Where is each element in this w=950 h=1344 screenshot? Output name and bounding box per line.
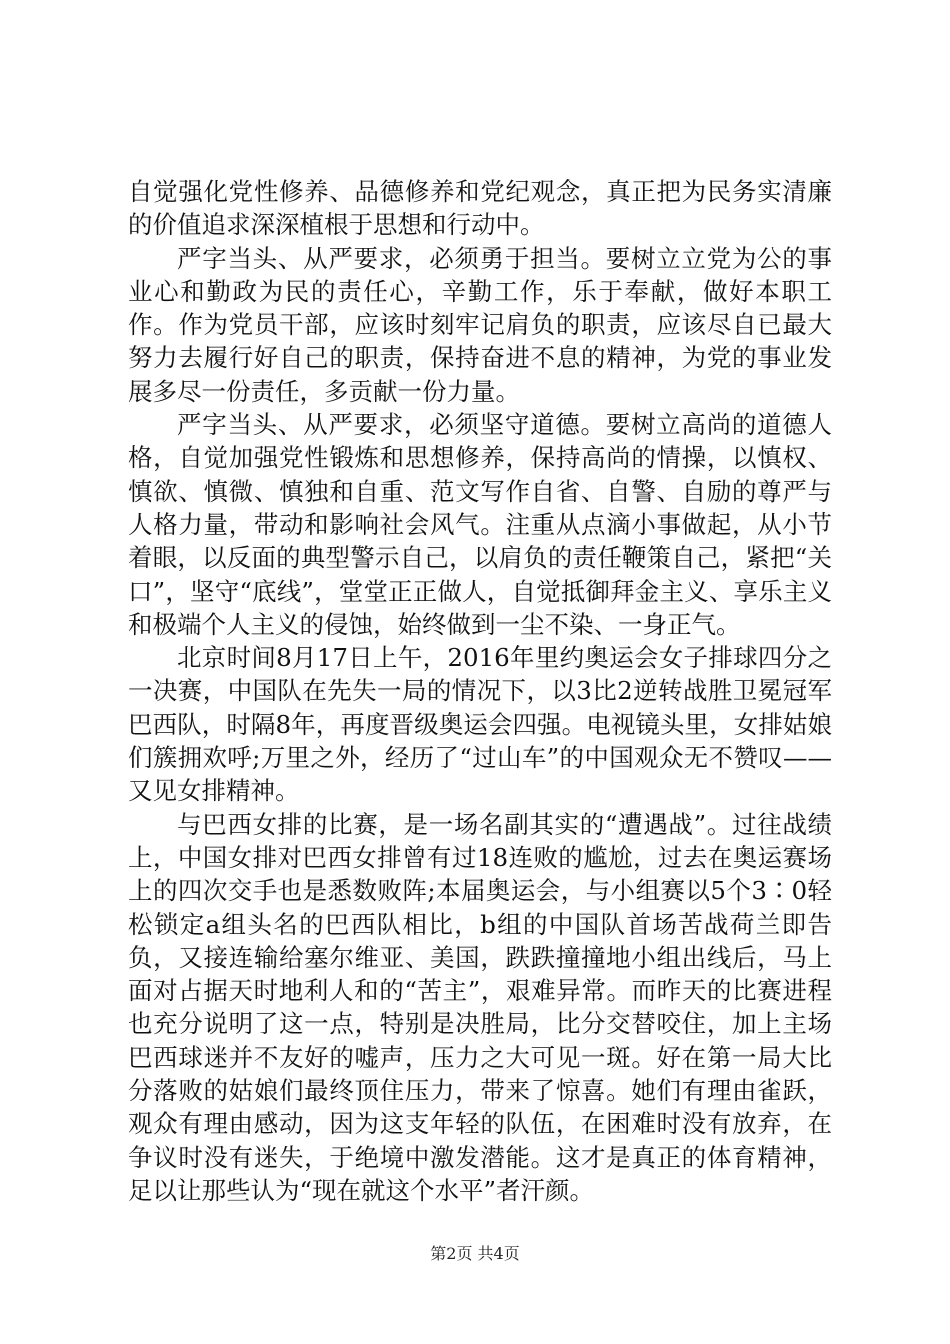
paragraph-morality: 严字当头、从严要求，必须坚守道德。要树立高尚的道德人格，自觉加强党性锻炼和思想修养，保持高尚的情操，以慎权、慎欲、慎微、慎独和自重、范文写作自省、自警、自励的尊严与人格力量，带动和影响社会风气。注重从点滴小事做起，从小节着眼，以反面的典型警示自己，以肩负的责任鞭策自己，紧把“关口”，坚守“底线”，堂堂正正做人，自觉抵御拜金主义、享乐主义和极端个人主义的侵蚀，始终做到一尘不染、一身正气。 — [128, 410, 832, 639]
paragraph-volleyball-news: 北京时间8月17日上午，2016年里约奥运会女子排球四分之一决赛，中国队在先失一局的情况下，以3比2逆转战胜卫冕冠军巴西队，时隔8年，再度晋级奥运会四强。电视镜头里，女排姑娘们簇拥欢呼;万里之外，经历了“过山车”的中国观众无不赞叹——又见女排精神。 — [128, 643, 832, 806]
document-body — [128, 175, 832, 1207]
page-footer: 第2页 共4页 — [430, 1244, 520, 1263]
paragraph-match-analysis: 与巴西女排的比赛，是一场名副其实的“遭遇战”。过往战绩上，中国女排对巴西女排曾有过18连败的尴尬，过去在奥运赛场上的四次交手也是悉数败阵;本届奥运会，与小组赛以5个3∶0轻松锁定a组头名的巴西队相比，b组的中国队首场苦战荷兰即告负，又接连输给塞尔维亚、美国，跌跌撞撞地小组出线后，马上面对占据天时地利人和的“苦主”，艰难异常。而昨天的比赛进程也充分说明了这一点，特别是决胜局，比分交替咬住，加上主场巴西球迷并不友好的嘘声，压力之大可见一斑。好在第一局大比分落败的姑娘们最终顶住压力，带来了惊喜。她们有理由雀跃，观众有理由感动，因为这支年轻的队伍，在困难时没有放弃，在争议时没有迷失，于绝境中激发潜能。这才是真正的体育精神，足以让那些认为“现在就这个水平”者汗颜。 — [128, 809, 832, 1205]
paragraph-responsibility: 严字当头、从严要求，必须勇于担当。要树立立党为公的事业心和勤政为民的责任心，辛勤工作，乐于奉献，做好本职工作。作为党员干部，应该时刻牢记肩负的职责，应该尽自已最大努力去履行好自己的职责，保持奋进不息的精神，为党的事业发展多尽一份责任，多贡献一份力量。 — [128, 243, 832, 406]
paragraph-continuation: 自觉强化党性修养、品德修养和党纪观念，真正把为民务实清廉的价值追求深深植根于思想和行动中。 — [128, 177, 832, 240]
